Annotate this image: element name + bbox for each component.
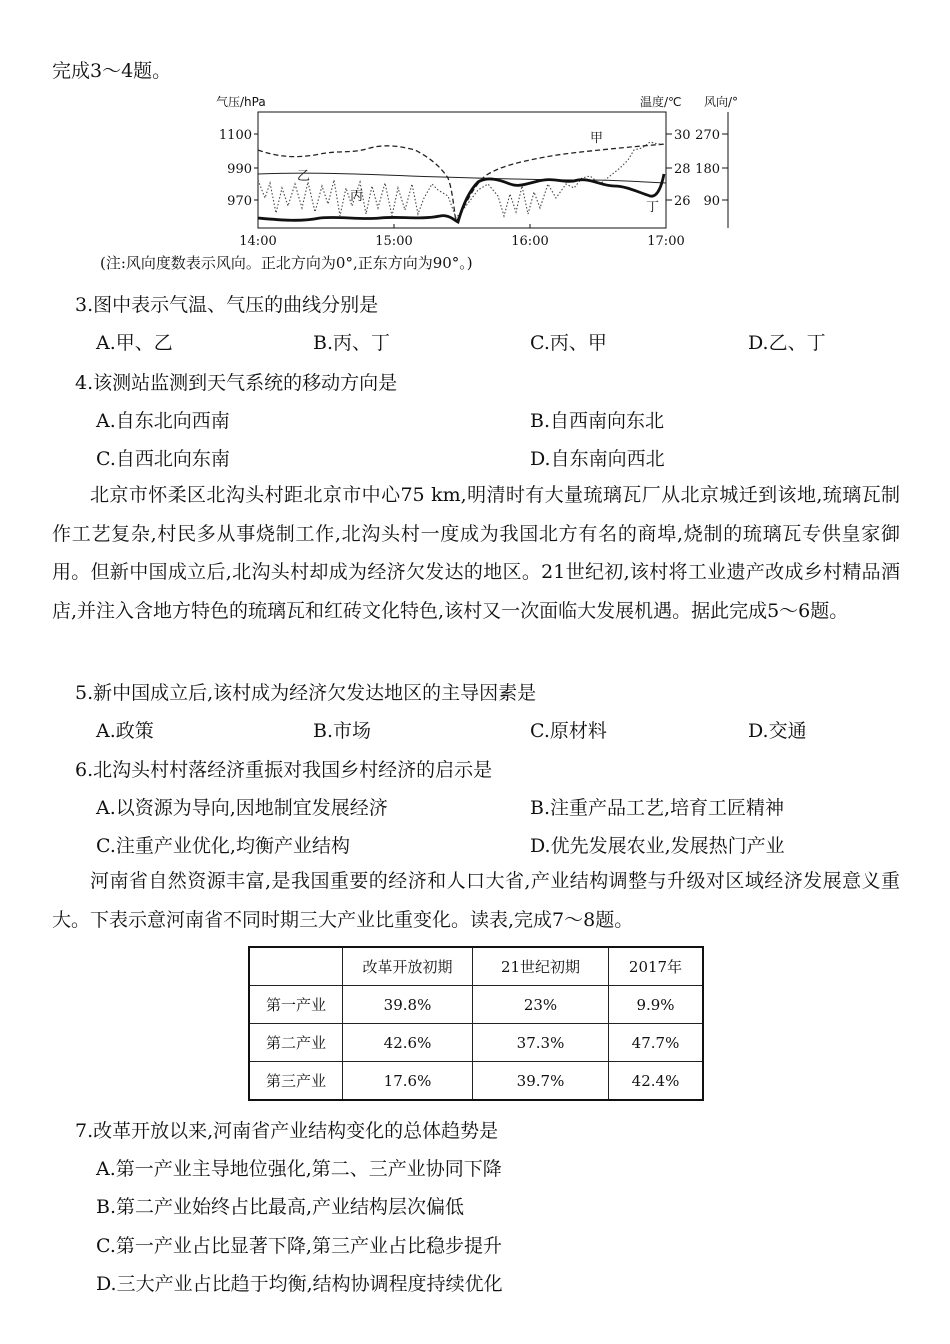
table-cell: 42.6%: [343, 1024, 473, 1062]
q4-option-c[interactable]: C.自西北向东南: [96, 448, 230, 470]
table-cell: 17.6%: [343, 1062, 473, 1101]
q5-option-d[interactable]: D.交通: [748, 720, 807, 742]
series-ding-line: [258, 174, 664, 222]
table-header-cell: [249, 947, 343, 986]
table-row: [249, 1024, 703, 1062]
chart-note: (注:风向度数表示风向。正北方向为0°,正东方向为90°。): [100, 254, 473, 272]
temp-tick-label: 26: [674, 194, 691, 209]
table-header-row: [249, 947, 703, 986]
wind-tick-label: 270: [695, 128, 720, 143]
passage-beigoutou: 北京市怀柔区北沟头村距北京市中心75 km,明清时有大量琉璃瓦厂从北京城迁到该地,琉璃瓦制作工艺复杂,村民多从事烧制工作,北沟头村一度成为我国北方有名的商埠,烧制的琉璃瓦专供皇家御用。但新中国成立后,北沟头村却成为经济欠发达的地区。21世纪初,该村将工业遗产改成乡村精品酒店,并注入含地方特色的琉璃瓦和红砖文化特色,该村又一次面临大发展机遇。据此完成5～6题。: [52, 484, 900, 622]
table-cell: 42.4%: [609, 1062, 704, 1101]
x-tick-label: 15:00: [375, 234, 413, 249]
x-tick-label: 14:00: [239, 234, 277, 249]
q5-option-a[interactable]: A.政策: [96, 720, 154, 742]
q6-stem: 6.北沟头村村落经济重振对我国乡村经济的启示是: [75, 759, 493, 781]
left-axis-ticks: [219, 128, 258, 209]
industry-share-table: [248, 946, 704, 1101]
table-header-cell: 21世纪初期: [473, 947, 609, 986]
q7-stem: 7.改革开放以来,河南省产业结构变化的总体趋势是: [75, 1120, 499, 1142]
left-axis-title: 气压/hPa: [216, 95, 266, 109]
q5-option-c[interactable]: C.原材料: [530, 720, 607, 742]
x-tick-label: 16:00: [511, 234, 549, 249]
table-cell: 第一产业: [249, 986, 343, 1024]
left-tick-label: 1100: [218, 128, 252, 143]
q6-option-c[interactable]: C.注重产业优化,均衡产业结构: [96, 835, 350, 857]
table-cell: 39.8%: [343, 986, 473, 1024]
q3-option-a[interactable]: A.甲、乙: [96, 332, 173, 354]
q7-option-a[interactable]: A.第一产业主导地位强化,第二、三产业协同下降: [96, 1158, 502, 1180]
curve-label-jia: 甲: [590, 131, 604, 146]
temp-axis-title: 温度/℃: [640, 95, 682, 109]
curve-label-bing: 丙: [350, 189, 364, 204]
table-cell: 47.7%: [609, 1024, 704, 1062]
q4-stem: 4.该测站监测到天气系统的移动方向是: [75, 372, 398, 394]
wind-tick-label: 90: [703, 194, 720, 209]
left-tick-label: 970: [227, 194, 252, 209]
table-row: [249, 986, 703, 1024]
q6-option-a[interactable]: A.以资源为导向,因地制宜发展经济: [96, 797, 388, 819]
wind-axis-ticks: [695, 128, 728, 209]
q3-option-b[interactable]: B.丙、丁: [313, 332, 391, 354]
temp-tick-label: 28: [674, 162, 691, 177]
intro-text: 完成3～4题。: [52, 60, 172, 82]
q6-option-d[interactable]: D.优先发展农业,发展热门产业: [530, 835, 785, 857]
left-tick-label: 990: [227, 162, 252, 177]
x-tick-label: 17:00: [647, 234, 685, 249]
curve-label-yi: 乙: [297, 169, 311, 184]
q4-option-a[interactable]: A.自东北向西南: [96, 410, 230, 432]
q4-option-b[interactable]: B.自西南向东北: [530, 410, 665, 432]
wind-axis-title: 风向/°: [704, 95, 739, 109]
table-cell: 37.3%: [473, 1024, 609, 1062]
table-cell: 第二产业: [249, 1024, 343, 1062]
q3-option-c[interactable]: C.丙、甲: [530, 332, 607, 354]
q7-option-d[interactable]: D.三大产业占比趋于均衡,结构协调程度持续优化: [96, 1273, 503, 1295]
passage-henan: 河南省自然资源丰富,是我国重要的经济和人口大省,产业结构调整与升级对区域经济发展意义重大。下表示意河南省不同时期三大产业比重变化。读表,完成7～8题。: [52, 870, 900, 931]
table-row: [249, 1062, 703, 1101]
q7-option-b[interactable]: B.第二产业始终占比最高,产业结构层次偏低: [96, 1196, 465, 1218]
table-header-cell: 2017年: [609, 947, 704, 986]
weather-chart: [210, 88, 770, 250]
table-header-cell: 改革开放初期: [343, 947, 473, 986]
temp-axis-ticks: [666, 128, 691, 209]
q3-stem: 3.图中表示气温、气压的曲线分别是: [75, 294, 379, 316]
q5-option-b[interactable]: B.市场: [313, 720, 372, 742]
table-cell: 23%: [473, 986, 609, 1024]
q5-stem: 5.新中国成立后,该村成为经济欠发达地区的主导因素是: [75, 682, 537, 704]
q4-option-d[interactable]: D.自东南向西北: [530, 448, 665, 470]
q7-option-c[interactable]: C.第一产业占比显著下降,第三产业占比稳步提升: [96, 1235, 502, 1257]
table-cell: 第三产业: [249, 1062, 343, 1101]
q3-option-d[interactable]: D.乙、丁: [748, 332, 826, 354]
curve-label-ding: 丁: [646, 200, 660, 215]
q6-option-b[interactable]: B.注重产品工艺,培育工匠精神: [530, 797, 785, 819]
wind-tick-label: 180: [695, 162, 720, 177]
series-yi-line: [258, 173, 666, 183]
table-cell: 9.9%: [609, 986, 704, 1024]
temp-tick-label: 30: [674, 128, 691, 143]
table-cell: 39.7%: [473, 1062, 609, 1101]
